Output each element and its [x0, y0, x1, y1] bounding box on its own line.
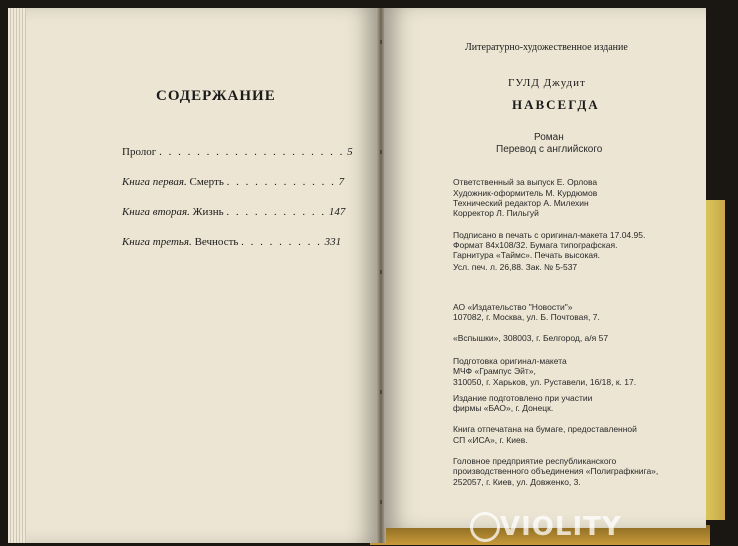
publisher-line: 107082, г. Москва, ул. Б. Почтовая, 7. — [453, 312, 600, 322]
print-info-line: Формат 84х108/32. Бумага типографская. — [453, 240, 618, 250]
print-info-line: Усл. печ. л. 26,88. Зак. № 5-537 — [453, 262, 578, 272]
print-info-line: Подписано в печать с оригинал-макета 17.04.95. — [453, 230, 646, 240]
book-title: НАВСЕГДА — [512, 97, 600, 112]
book-genre: Роман — [534, 132, 564, 143]
binding-stitch — [380, 150, 382, 154]
binding-stitch — [380, 40, 382, 44]
toc-entry-name: Смерть — [189, 176, 224, 188]
watermark-logo-icon — [470, 512, 500, 542]
toc-page-number: 331 — [324, 236, 342, 248]
contents-title: СОДЕРЖАНИЕ — [156, 88, 276, 104]
printer-line: Головное предприятие республиканского — [453, 456, 617, 466]
staff-line: Технический редактор А. Милехин — [453, 198, 589, 208]
page-stack — [8, 8, 28, 543]
edition-type: Литературно-художественное издание — [465, 42, 628, 53]
print-info-line: Гарнитура «Таймс». Печать высокая. — [453, 250, 601, 260]
bao-line: Издание подготовлено при участии — [453, 393, 593, 403]
staff-line: Корректор Л. Пильгуй — [453, 208, 539, 218]
prep-line: Подготовка оригинал-макета — [453, 356, 567, 366]
toc-entry-book-one — [122, 176, 345, 188]
toc-entry-name: Жизнь — [192, 206, 224, 218]
toc-entry-book-three — [122, 236, 342, 248]
toc-book-label: Книга первая. — [122, 176, 187, 188]
toc-dots: . . . . . . . . . . . . — [226, 176, 336, 188]
staff-line: Ответственный за выпуск Е. Орлова — [453, 177, 598, 187]
vspyshki-line: «Вспышки», 308003, г. Белгород, а/я 57 — [453, 333, 609, 343]
staff-line: Художник-оформитель М. Курдюмов — [453, 188, 598, 198]
toc-page-number: 5 — [347, 146, 353, 158]
toc-page-number: 7 — [338, 176, 345, 188]
prep-line: 310050, г. Харьков, ул. Руставели, 16/18, к. 17. — [453, 377, 637, 387]
publisher-line: АО «Издательство "Новости"» — [453, 302, 573, 312]
printer-line: производственного объединения «Полиграфкнига», — [453, 466, 659, 476]
toc-entry-book-two — [122, 206, 346, 218]
toc-dots: . . . . . . . . . — [241, 236, 322, 248]
printer-line: 252057, г. Киев, ул. Довженко, 3. — [453, 477, 581, 487]
toc-entry-prologue — [122, 146, 353, 158]
toc-page-number: 147 — [328, 206, 346, 218]
toc-dots: . . . . . . . . . . . — [226, 206, 327, 218]
paper-line: СП «ИСА», г. Киев. — [453, 435, 528, 445]
toc-dots: . . . . . . . . . . . . . . . . . . . . — [159, 146, 345, 158]
binding-stitch — [380, 270, 382, 274]
toc-entry-name: Вечность — [194, 236, 239, 248]
book-author: ГУЛД Джудит — [508, 77, 586, 89]
prep-line: МЧФ «Грампус Эйт», — [453, 366, 536, 376]
binding-stitch — [380, 390, 382, 394]
toc-entry-name: Пролог — [122, 146, 157, 158]
toc-book-label: Книга третья. — [122, 236, 192, 248]
book-translation: Перевод с английского — [496, 144, 603, 155]
contents-page — [26, 8, 378, 543]
bao-line: фирмы «БАО», г. Донецк. — [453, 403, 554, 413]
toc-book-label: Книга вторая. — [122, 206, 190, 218]
paper-line: Книга отпечатана на бумаге, предоставленной — [453, 424, 637, 434]
watermark-text: VIOLITY — [500, 512, 622, 542]
binding-stitch — [380, 500, 382, 504]
